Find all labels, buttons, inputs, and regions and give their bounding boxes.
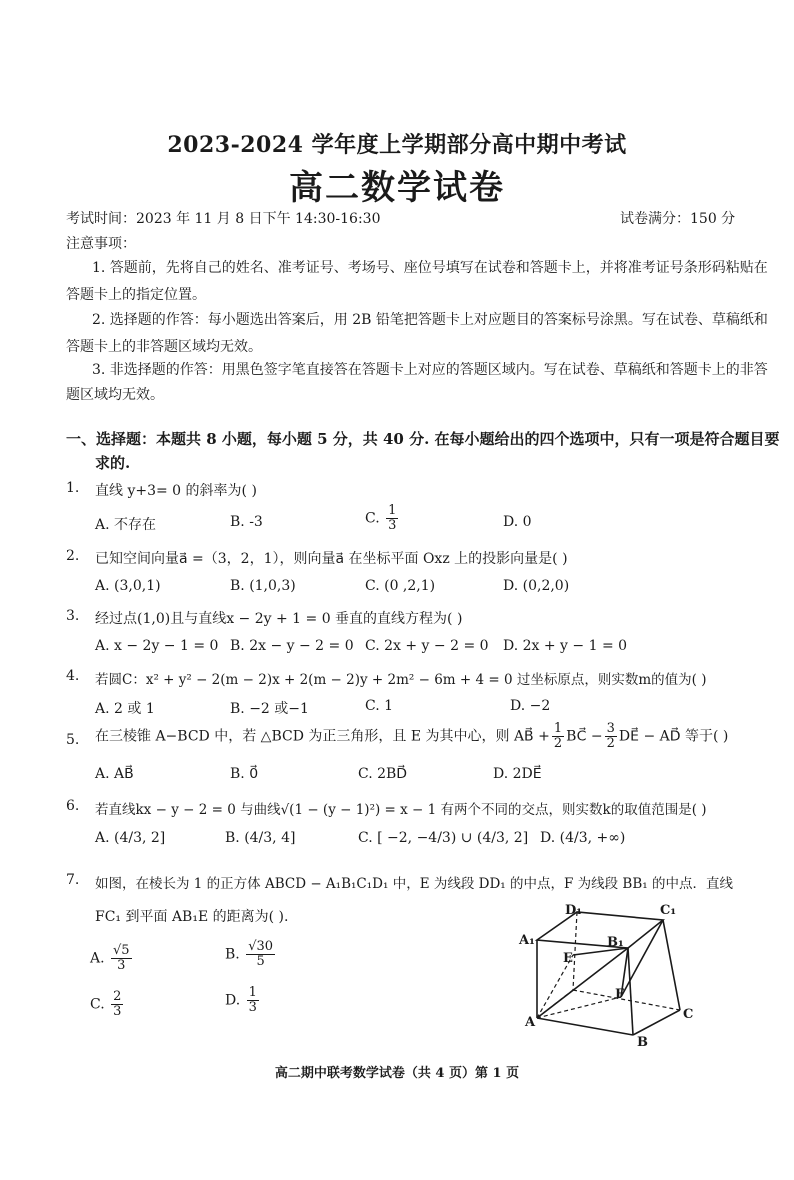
hidden-edge-dc: [573, 990, 680, 1010]
fraction-numerator: 1: [388, 503, 397, 518]
label-c: C: [683, 1007, 694, 1022]
notes-heading: 注意事项：: [66, 236, 136, 252]
q7-option-a-fraction: [111, 944, 132, 973]
q3-stem: 经过点(1,0)且与直线x − 2y + 1 = 0 垂直的直线方程为( ): [95, 611, 463, 627]
subject-title: 高二数学试卷: [289, 168, 505, 208]
q5-stem: [95, 722, 728, 751]
q1-number: 1.: [66, 480, 80, 496]
note-2-line-a: 2. 选择题的作答：每小题选出答案后，用 2B 铅笔把答题卡上对应题目的答案标号涂黑。写在试卷、草稿纸和: [92, 312, 768, 328]
exam-time: 考试时间：2023 年 11 月 8 日下午 14:30-16:30: [66, 211, 381, 227]
q7-stem-line-a: 如图，在棱长为 1 的正方体 ABCD − A₁B₁C₁D₁ 中，E 为线段 DD₁ 的中点，F 为线段 BB₁ 的中点．直线: [95, 876, 733, 892]
cube-top-face: [537, 912, 663, 948]
q7-option-b-label: B.: [225, 946, 240, 963]
q2-option-b: B. (1,0,3): [230, 578, 296, 594]
q4-option-a: A. 2 或 1: [95, 701, 155, 717]
section-heading: 一、选择题：本题共 8 小题，每小题 5 分，共 40 分. 在每小题给出的四个选项中，只有一项是符合题目要: [66, 430, 780, 448]
q1-option-c: [365, 504, 400, 533]
q2-option-a: A. (3,0,1): [95, 578, 161, 594]
q2-stem: 已知空间向量a⃗ =（3，2，1），则向量a⃗ 在坐标平面 Oxz 上的投影向量是( ): [95, 551, 568, 567]
label-c1: C₁: [660, 903, 677, 918]
label-d1: D₁: [565, 903, 582, 918]
q5-number: 5.: [66, 732, 80, 748]
q3-option-c: C. 2x + y − 2 = 0: [365, 638, 489, 654]
q5-fraction-2: [605, 722, 617, 751]
q7-option-d-fraction: [247, 986, 259, 1015]
q7-option-a: [90, 944, 134, 973]
label-b: B: [637, 1035, 648, 1050]
q2-option-c: C. (0 ,2,1): [365, 578, 436, 594]
fraction-numerator: 3: [606, 721, 615, 736]
q5-stem-part-c: DE⃗ − AD⃗ 等于( ): [618, 728, 729, 745]
q1-option-b: B. -3: [230, 514, 263, 530]
fraction-numerator: 1: [553, 721, 563, 736]
q4-option-b: B. −2 或−1: [230, 701, 309, 717]
q7-stem-line-b: FC₁ 到平面 AB₁E 的距离为( ).: [95, 909, 289, 925]
q6-option-b: B. (4/3, 4]: [225, 830, 296, 846]
q6-option-a: A. (4/3, 2]: [95, 830, 166, 846]
label-a: A: [525, 1015, 536, 1030]
note-1-line-b: 答题卡上的指定位置。: [66, 287, 206, 303]
q5-stem-part-b: BC⃗ −: [566, 728, 603, 745]
label-b1: B₁: [607, 935, 624, 950]
page-footer: 高二期中联考数学试卷（共 4 页）第 1 页: [274, 1066, 520, 1081]
hidden-edge-dd1: [573, 912, 577, 990]
fraction-denominator: 5: [256, 954, 265, 969]
q3-option-a: A. x − 2y − 1 = 0: [95, 638, 219, 654]
fraction-numerator: 2: [113, 989, 122, 1004]
label-f: F: [615, 987, 625, 1002]
q6-option-d: D. (4/3, +∞): [540, 830, 626, 846]
q7-option-c-fraction: [111, 990, 123, 1019]
fraction-denominator: 3: [388, 518, 397, 533]
edge-bb1: [628, 948, 633, 1035]
note-3-line-b: 题区域均无效。: [66, 387, 164, 403]
fraction-numerator: √5: [113, 943, 130, 958]
fraction-denominator: 2: [553, 736, 563, 751]
q7-number: 7.: [66, 872, 80, 888]
q3-option-b: B. 2x − y − 2 = 0: [230, 638, 354, 654]
note-3-line-a: 3. 非选择题的作答：用黑色签字笔直接答在答题卡上对应的答题区域内。写在试卷、草稿纸和答题卡上的非答: [92, 362, 768, 378]
q7-option-b: [225, 940, 277, 969]
exam-title: 2023-2024 学年度上学期部分高中期中考试: [167, 132, 627, 158]
q5-option-c: C. 2BD⃗: [358, 766, 408, 782]
fraction-denominator: 3: [248, 1000, 257, 1015]
q7-option-b-fraction: [246, 940, 275, 969]
q5-option-a: A. AB⃗: [95, 766, 134, 782]
q7-option-c-label: C.: [90, 996, 105, 1013]
full-score: 试卷满分：150 分: [620, 211, 736, 227]
q4-stem: 若圆C：x² + y² − 2(m − 2)x + 2(m − 2)y + 2m² − 6m + 4 = 0 过坐标原点，则实数m的值为( ): [95, 672, 707, 688]
cube-figure: [515, 900, 710, 1050]
fraction-numerator: 1: [248, 985, 257, 1000]
q6-option-c: C. [ −2, −4/3) ∪ (4/3, 2]: [358, 830, 529, 846]
q7-option-a-label: A.: [90, 950, 105, 967]
edge-bc: [633, 1010, 680, 1035]
q7-option-c: [90, 990, 125, 1019]
edge-cc1: [663, 920, 680, 1010]
q1-option-c-fraction: [386, 504, 398, 533]
q4-option-d: D. −2: [510, 698, 551, 714]
q7-option-d: [225, 986, 261, 1015]
note-1-line-a: 1. 答题前，先将自己的姓名、准考证号、考场号、座位号填写在试卷和答题卡上，并将准考证号条形码粘贴在: [92, 260, 768, 276]
q5-option-b: B. 0⃗: [230, 766, 259, 782]
note-2-line-b: 答题卡上的非答题区域均无效。: [66, 339, 262, 355]
label-e: E: [563, 951, 573, 966]
section-heading-cont: 求的.: [95, 454, 131, 472]
q5-fraction-1: [552, 722, 564, 751]
edge-ab: [537, 1018, 633, 1035]
fraction-denominator: 3: [117, 958, 126, 973]
q6-stem: 若直线kx − y − 2 = 0 与曲线√(1 − (y − 1)²) = x − 1 有两个不同的交点，则实数k的取值范围是( ): [95, 802, 707, 818]
fraction-denominator: 2: [606, 736, 615, 751]
q5-stem-part-a: 在三棱锥 A−BCD 中，若 △BCD 为正三角形，且 E 为其中心，则 AB⃗ +: [95, 728, 550, 745]
q3-option-d: D. 2x + y − 1 = 0: [503, 638, 628, 654]
q5-option-d: D. 2DE⃗: [493, 766, 542, 782]
q3-number: 3.: [66, 608, 80, 624]
fraction-denominator: 3: [113, 1004, 122, 1019]
q2-number: 2.: [66, 548, 80, 564]
q1-option-d: D. 0: [503, 514, 532, 530]
q4-number: 4.: [66, 668, 80, 684]
q6-number: 6.: [66, 798, 80, 814]
label-a1: A₁: [519, 933, 535, 948]
q7-option-d-label: D.: [225, 992, 241, 1009]
fraction-numerator: √30: [248, 939, 274, 954]
q1-option-c-label: C.: [365, 510, 380, 527]
q1-option-a: A. 不存在: [95, 517, 157, 533]
q1-stem: 直线 y+3= 0 的斜率为( ): [95, 483, 257, 499]
q2-option-d: D. (0,2,0): [503, 578, 570, 594]
q4-option-c: C. 1: [365, 698, 394, 714]
